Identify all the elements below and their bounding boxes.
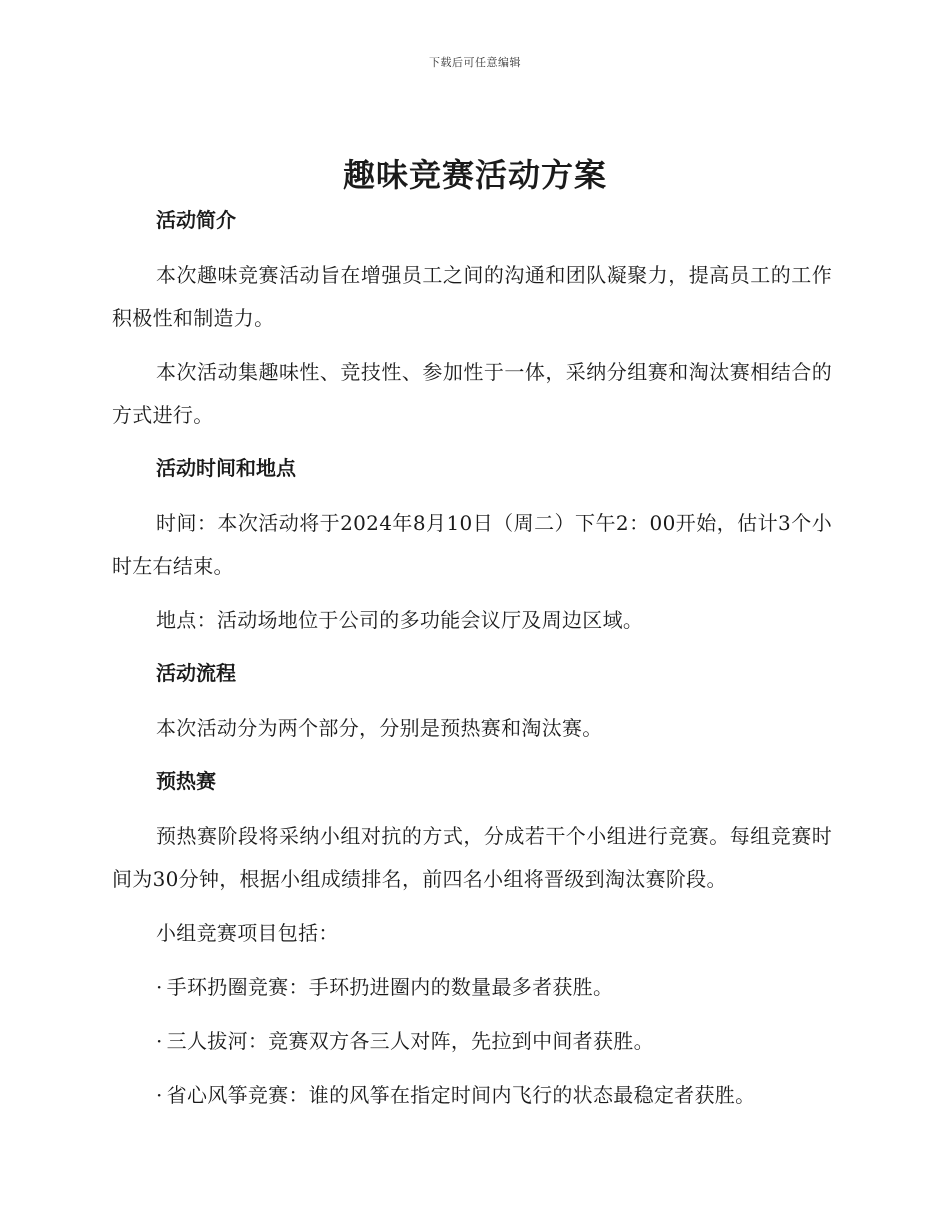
list-item-text: 三人拔河：竞赛双方各三人对阵，先拉到中间者获胜。: [166, 1029, 654, 1053]
bullet-icon: ·: [156, 1029, 163, 1053]
place-paragraph: 地点：活动场地位于公司的多功能会议厅及周边区域。: [156, 608, 644, 632]
time-paragraph: 时间：本次活动将于2024年8月10日（周二）下午2：00开始，估计3个小时左右结束。: [112, 511, 832, 578]
warmup-paragraph: 预热赛阶段将采纳小组对抗的方式，分成若干个小组进行竞赛。每组竞赛时间为30分钟，根据小组成绩排名，前四名小组将晋级到淘汰赛阶段。: [112, 824, 832, 891]
process-paragraph: 本次活动分为两个部分，分别是预热赛和淘汰赛。: [156, 716, 603, 740]
list-item-text: 手环扔圈竞赛：手环扔进圈内的数量最多者获胜。: [166, 975, 614, 999]
items-intro: 小组竞赛项目包括：: [156, 921, 339, 945]
list-item: [112, 1074, 832, 1117]
intro-paragraph-2: 本次活动集趣味性、竞技性、参加性于一体，采纳分组赛和淘汰赛相结合的方式进行。: [112, 360, 832, 427]
bullet-icon: ·: [156, 1083, 163, 1107]
list-item: [112, 1020, 832, 1063]
document-title: 趣味竞赛活动方案: [342, 156, 607, 194]
section-heading-time-place: 活动时间和地点: [156, 456, 296, 480]
intro-paragraph-1: 本次趣味竞赛活动旨在增强员工之间的沟通和团队凝聚力，提高员工的工作积极性和制造力。: [112, 263, 832, 330]
header-note: 下载后可任意编辑: [429, 56, 521, 69]
section-heading-warmup: 预热赛: [156, 769, 216, 793]
section-heading-intro: 活动简介: [156, 208, 236, 232]
document-body: [112, 200, 832, 1128]
list-item-text: 省心风筝竞赛：谁的风筝在指定时间内飞行的状态最稳定者获胜。: [166, 1083, 756, 1107]
list-item: [112, 966, 832, 1009]
section-heading-process: 活动流程: [156, 661, 236, 685]
bullet-icon: ·: [156, 975, 163, 999]
